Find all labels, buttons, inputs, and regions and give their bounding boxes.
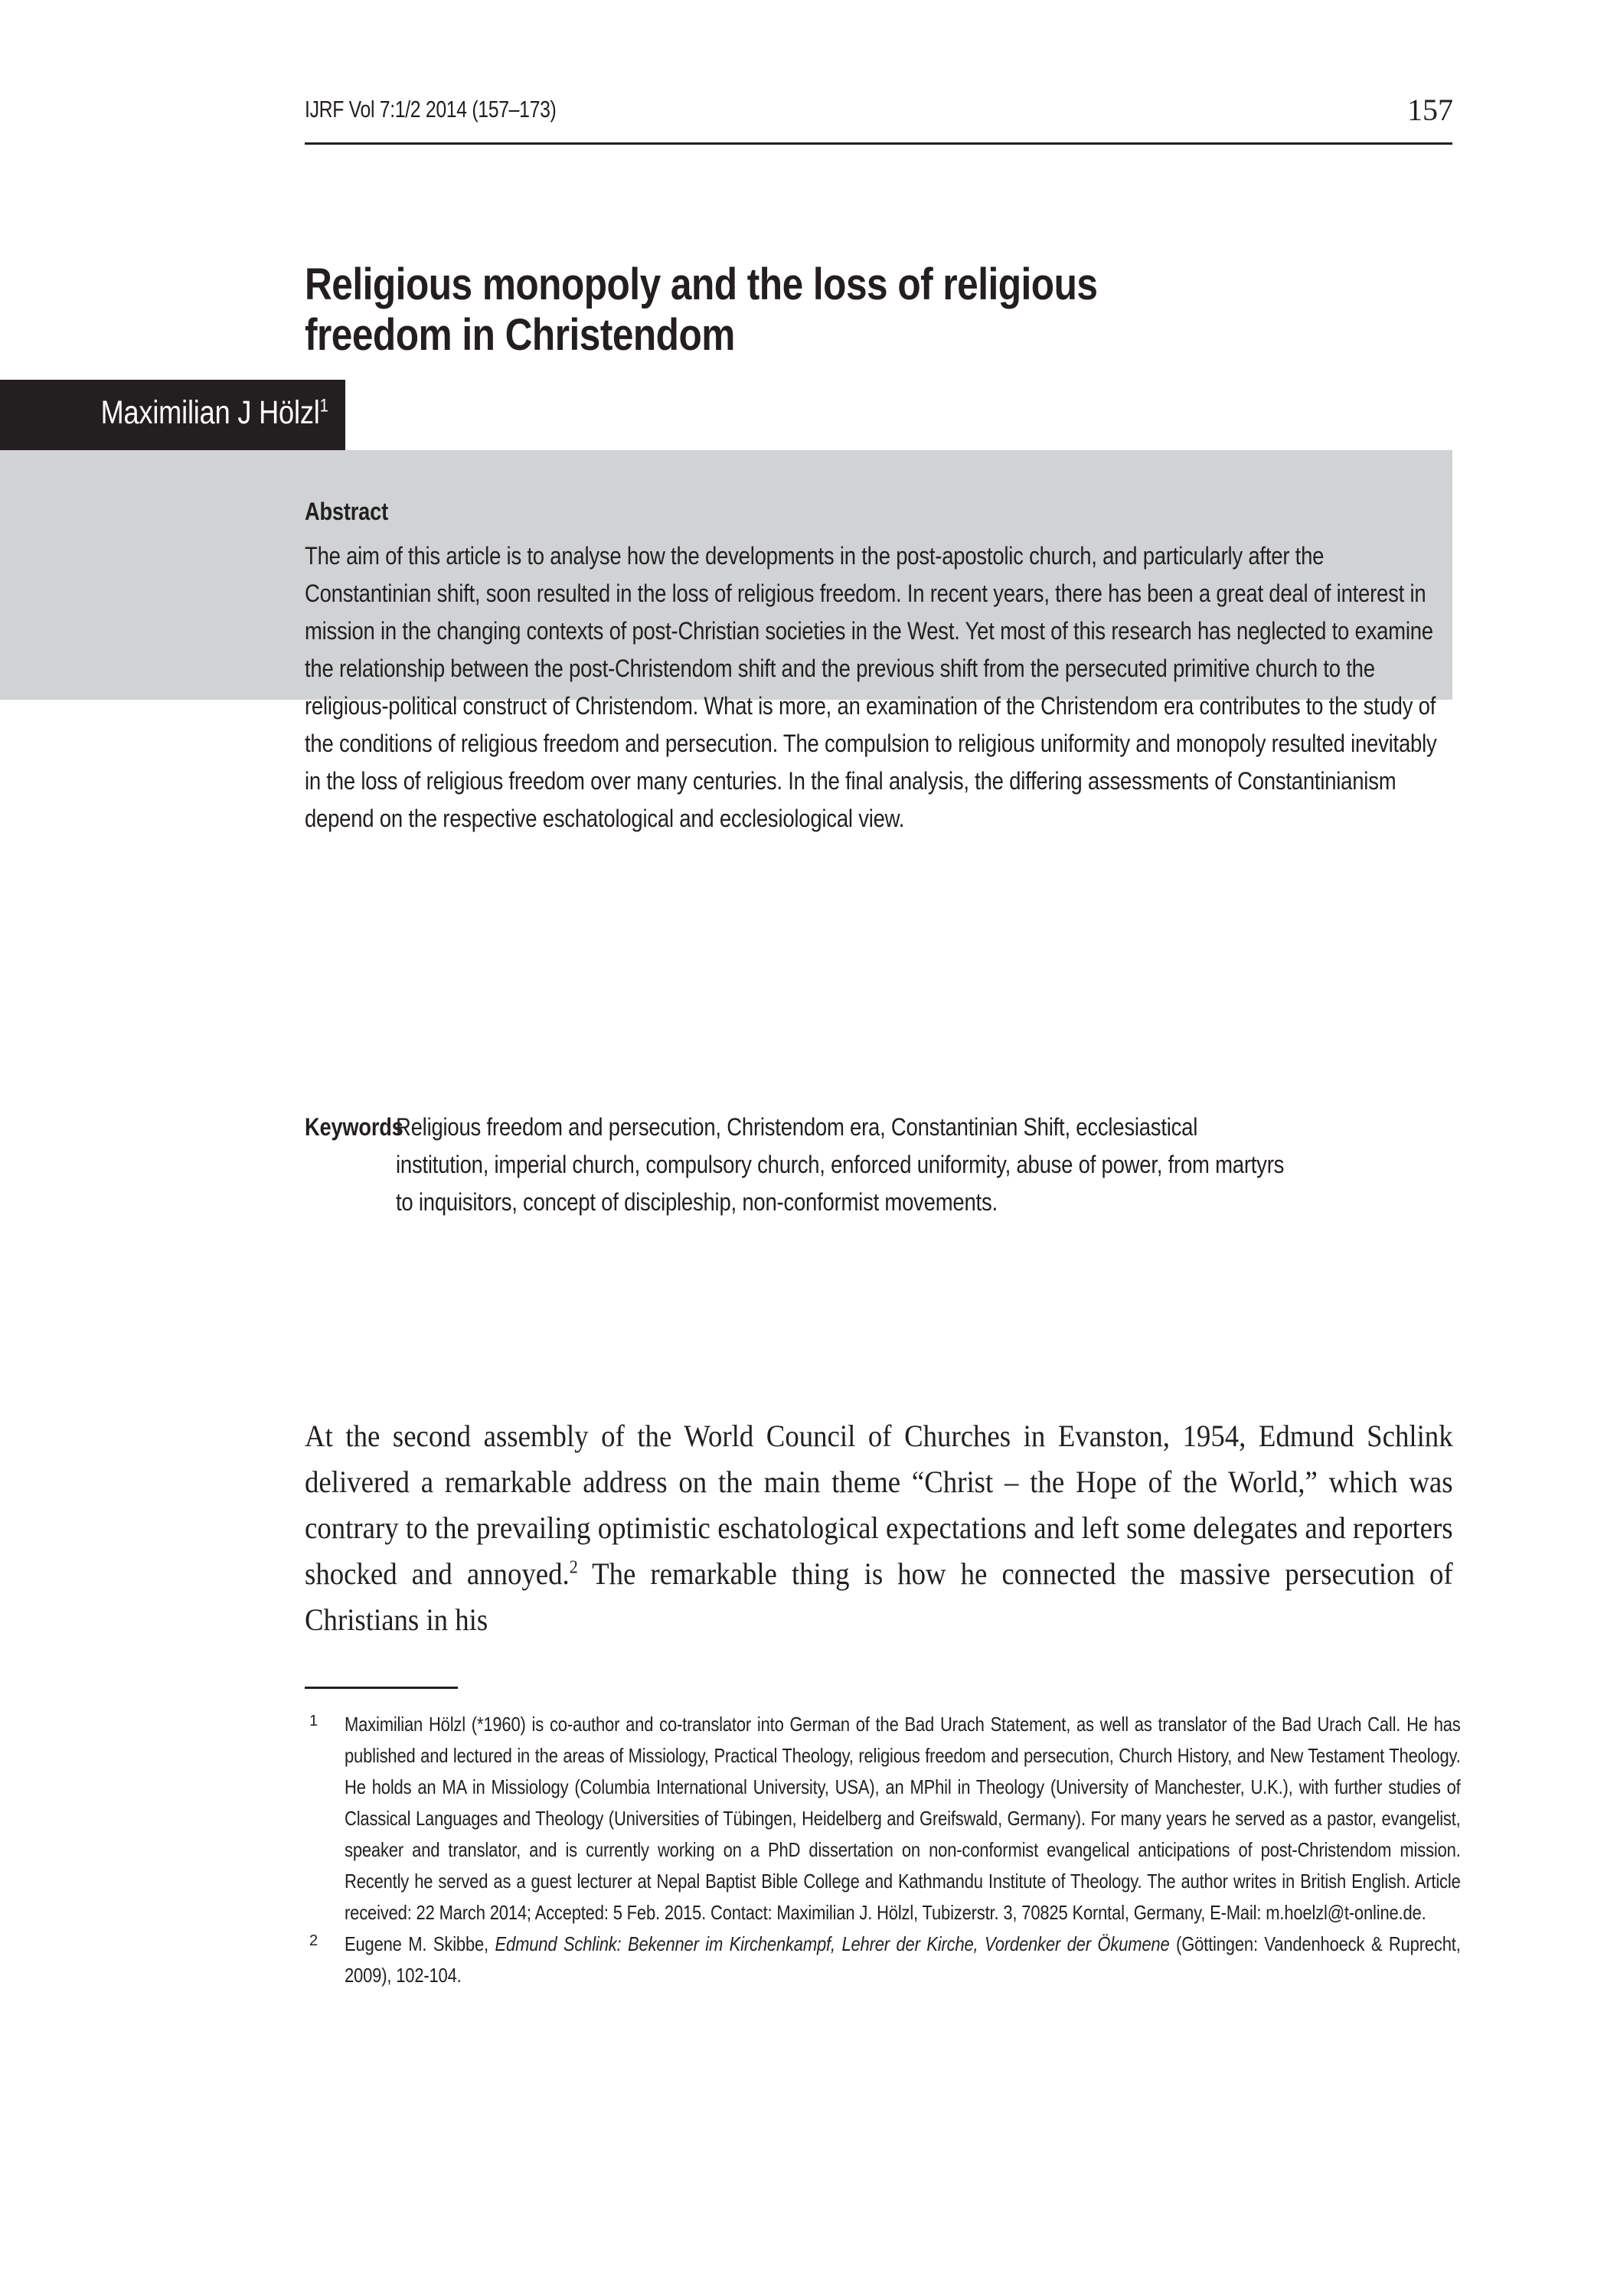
author-name [101, 393, 328, 433]
body-footnote-marker: 2 [569, 1557, 578, 1578]
abstract-body: The aim of this article is to analyse how the developments in the post-apostolic church, and particularly after the Constantinian shift, soon resulted in the loss of religious freedom. In recent years, there has been a great deal of interest in mission in the changing contexts of post-Christian societies in the West. Yet most of this research has neglected to examine the relationship between the post-Christendom shift and the previous shift from the persecuted primitive church to the religious-political construct of Christendom. What is more, an examination of the Christendom era contributes to the study of the conditions of religious freedom and persecution. The compulsion to religious uniformity and monopoly resulted inevitably in the loss of religious freedom over many centuries. In the final analysis, the differing assessments of Constantinianism depend on the respective eschatological and ecclesiological view. [305, 542, 1437, 832]
footnote-marker: 2 [309, 1932, 318, 1949]
footnote-book-title: Edmund Schlink: Bekenner im Kirchenkampf, Lehrer der Kirche, Vordenker der Ökumene [495, 1932, 1170, 1955]
footnote-separator [305, 1687, 458, 1689]
abstract-content [305, 496, 1453, 838]
footnote-text-after: (Göttingen: Vandenhoeck & Ruprecht, 2009), 102-104. [345, 1932, 1461, 1987]
keywords-text: Religious freedom and persecution, Christendom era, Constantinian Shift, ecclesiastical institution, imperial church, compulsory church, enforced uniformity, abuse of power, from martyrs to inquisitors, concept of discipleship, non-conformist movements. [396, 1113, 1285, 1216]
footnote-item [305, 1929, 1461, 1991]
keywords-row [305, 1109, 1461, 1221]
footnote-list [305, 1709, 1461, 1991]
page-number: 157 [1407, 93, 1453, 127]
body-paragraph-part-1: At the second assembly of the World Council of Churches in Evanston, 1954, Edmund Schlink delivered a remarkable address on the main theme “Christ – the Hope of the World,” which was contrary to the prevailing optimistic eschatological expectations and left some delegates and reporters shocked and annoyed. [305, 1419, 1453, 1591]
abstract-heading: Abstract [305, 498, 388, 525]
author-name-text: Maximilian J Hölzl [100, 394, 320, 431]
running-head-citation: IJRF Vol 7:1/2 2014 (157–173) [305, 96, 557, 122]
body-paragraph-part-2: The remarkable thing is how he connected the massive persecution of Christians in his [305, 1556, 1453, 1637]
footnote-item [305, 1709, 1461, 1929]
author-bar [0, 380, 345, 450]
footnote-text-before: Eugene M. Skibbe, [345, 1932, 495, 1955]
keywords-label: Keywords [305, 1113, 403, 1141]
body-paragraph [305, 1413, 1453, 1643]
footnote-marker: 1 [309, 1713, 318, 1729]
footnote-text [345, 1929, 1461, 1991]
author-footnote-marker: 1 [319, 395, 328, 416]
article-title: Religious monopoly and the loss of religious freedom in Christendom [305, 259, 1098, 360]
header-rule [305, 142, 1452, 145]
footnote-text: Maximilian Hölzl (*1960) is co-author and co-translator into German of the Bad Urach Statement, as well as translator of the Bad Urach Call. He has published and lectured in the areas of Missiology, Practical Theology, religious freedom and persecution, Church History, and New Testament Theology. He holds an MA in Missiology (Columbia International University, USA), an MPhil in Theology (University of Manchester, U.K.), with further studies of Classical Languages and Theology (Universities of Tübingen, Heidelberg and Greifswald, Germany). For many years he served as a pastor, evangelist, speaker and translator, and is currently working on a PhD dissertation on non-conformist evangelical anticipations of post-Christendom mission. Recently he served as a guest lecturer at Nepal Baptist Bible College and Kathmandu Institute of Theology. The author writes in British English. Article received: 22 March 2014; Accepted: 5 Feb. 2015. Contact: Maximilian J. Hölzl, Tubizerstr. 3, 70825 Korntal, Germany, E-Mail: m.hoelzl@t-online.de. [345, 1713, 1461, 1924]
